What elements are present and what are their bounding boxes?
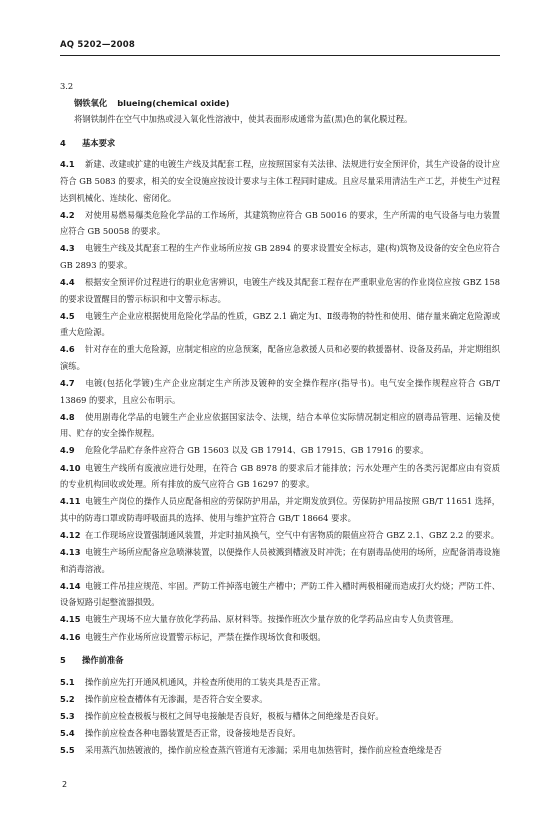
clause-number: 4.1 [60,159,75,170]
clause-number: 4.13 [60,547,81,558]
clause-text: 新建、改建或扩建的电镀生产线及其配套工程，应按照国家有关法律、法规进行安全预评价，其生产设备的设计应符合 GB 5083 的要求，相关的安全设施应按设计要求与主体工程同时建成。且应尽量采用清洁生产工艺，并使生产过程达到机械化、连续化、密闭化。 [60,159,501,203]
clause-number: 4.7 [60,378,75,389]
clause [60,460,500,493]
clause-number: 5.5 [60,745,75,756]
section-number: 4 [60,137,66,148]
clause [60,274,500,307]
page-number: 2 [62,780,68,789]
clause-text: 电镀生产现场不应大量存放化学药品、原材料等。按操作班次少量存放的化学药品应由专人负责管理。 [85,614,459,625]
clause [60,442,500,459]
clause-number: 4.10 [60,462,81,473]
clause-number: 4.3 [60,243,75,254]
term-name-cn: 钢铁氧化 [74,97,108,108]
clause-text: 根据安全预评价过程进行的职业危害辨识，电镀生产线及其配套工程存在严重职业危害的作业岗位应按 GBZ 158 的要求设置醒目的警示标识和中文警示标志。 [60,277,500,304]
clause [60,629,500,646]
clause-text: 电镀生产场所应配备应急喷淋装置，以便操作人员被溅到槽液及时冲洗；在有剧毒品使用的场所，应配备消毒设施和消毒溶液。 [60,547,500,574]
clause-number: 5.3 [60,710,75,721]
clause [60,544,500,577]
section-heading [60,135,500,152]
term-name-en: blueing(chemical oxide) [117,97,230,108]
clause-number: 5.1 [60,676,75,687]
clause-text: 操作前应先打开通风机通风，并检查所使用的工装夹具是否正常。 [85,676,326,687]
section-heading [60,652,500,669]
clause-text: 操作前应检查各种电器装置是否正常，设备接地是否良好。 [85,727,301,738]
clause-text: 采用蒸汽加热镀液的，操作前应检查蒸汽管道有无渗漏；采用电加热管时，操作前应检查绝缘是否 [85,745,442,756]
clause [60,240,500,273]
header-rule [60,55,500,56]
clause-number: 4.16 [60,631,81,642]
clause-text: 在工作现场应设置强制通风装置，并定时抽风换气，空气中有害物质的限值应符合 GBZ 2.1、GBZ 2.2 的要求。 [85,529,500,540]
clause [60,611,500,628]
clause [60,207,500,240]
clause-text: 危险化学品贮存条件应符合 GB 15603 以及 GB 17914、GB 17915、GB 17916 的要求。 [85,445,429,456]
clause-number: 4.6 [60,344,75,355]
clause [60,156,500,206]
clause [60,341,500,374]
section-number: 5 [60,655,66,666]
section-title: 基本要求 [82,137,116,148]
clause-number: 4.12 [60,529,81,540]
clause-text: 对使用易燃易爆类危险化学品的工作场所，其建筑物应符合 GB 50016 的要求，生产所需的电气设备与电力装置应符合 GB 50058 的要求。 [60,209,500,237]
clause-text: 电镀生产企业应根据使用危险化学品的性质，GBZ 2.1 确定为Ⅰ、Ⅱ级毒物的特性和使用、储存量来确定危险源或重大危险源。 [60,310,500,338]
clause-text: 针对存在的重大危险源，应制定相应的应急预案，配备应急救援人员和必要的救援器材、设备及药品，并定期组织演练。 [60,344,500,371]
document-body [60,78,500,759]
clause [60,578,500,611]
clause-text: 操作前应检查极板与极杠之间导电接触是否良好，极板与槽体之间绝缘是否良好。 [85,710,384,721]
clause-text: 电镀生产岗位的操作人员应配备相应的劳保防护用品，并定期发放到位。劳保防护用品按照 GB/T 11651 选择，其中的防毒口罩或防毒呼吸面具的选择、使用与维护宜符合 GB/T 18664 要求。 [60,496,500,523]
clause-number: 4.9 [60,445,75,456]
clause-text: 电镀生产线所有废液应进行处理，在符合 GB 8978 的要求后才能排放；污水处理产生的各类污泥都应由有资质的专业机构回收或处理。所有排放的废气应符合 GB 16297 的要求。 [60,462,500,490]
clause-number: 4.11 [60,496,81,507]
clause-text: 电镀工件吊挂应规范、牢固。严防工件掉落电镀生产槽中；严防工件入槽时两极相碰而造成打火灼烧；严防工件、设备短路引起整流器损毁。 [60,580,500,608]
clause-text: 操作前应检查槽体有无渗漏，是否符合安全要求。 [85,693,268,704]
clause-number: 4.8 [60,411,75,422]
sections-container [60,135,500,759]
clause [60,691,500,708]
clause [60,308,500,341]
clause-text: 电镀生产线及其配套工程的生产作业场所应按 GB 2894 的要求设置安全标志，建(构)筑物及设备的安全色应符合 GB 2893 的要求。 [60,243,500,270]
clause-number: 4.5 [60,310,75,321]
clause [60,742,500,759]
clause-number: 4.14 [60,580,81,591]
term-heading [60,95,500,112]
clause [60,409,500,442]
clause [60,725,500,742]
clause [60,375,500,408]
clause-number: 4.2 [60,209,75,220]
clause [60,674,500,691]
standard-code: AQ 5202—2008 [60,40,135,50]
clause-text: 使用剧毒化学品的电镀生产企业应依据国家法令、法规，结合本单位实际情况制定相应的剧毒品管理、运输及使用、贮存的安全操作规程。 [60,411,500,439]
clause-number: 5.4 [60,727,75,738]
clause-number: 4.4 [60,277,75,288]
clause-text: 电镀生产作业场所应设置警示标记，严禁在操作现场饮食和吸烟。 [85,631,326,642]
clause [60,708,500,725]
clause [60,493,500,526]
section-title: 操作前准备 [82,655,124,666]
clause-text: 电镀(包括化学镀)生产企业应制定生产所涉及镀种的安全操作程序(指导书)。电气安全操作规程应符合 GB/T 13869 的要求，且应公布明示。 [60,378,500,405]
clause-number: 4.15 [60,614,81,625]
term-definition: 将钢铁制件在空气中加热或浸入氧化性溶液中，使其表面形成通常为蓝(黑)色的氧化膜过程。 [74,114,413,125]
clause [60,527,500,544]
clause-number: 5.2 [60,693,75,704]
term-number: 3.2 [60,81,74,91]
